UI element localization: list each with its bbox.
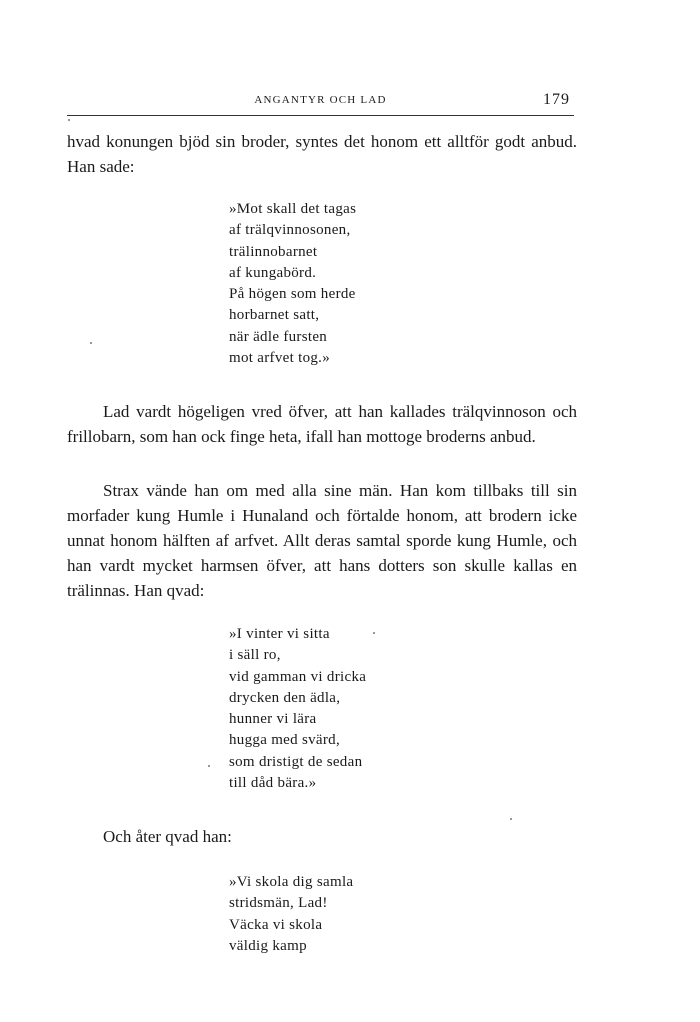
paragraph-1-text: hvad konungen bjöd sin broder, syntes det honom ett alltför godt anbud. Han sade: [67,132,577,176]
print-speck [90,342,92,344]
verse-line: »Mot skall det tagas [229,201,357,217]
print-speck [208,765,210,767]
verse-line: hugga med svärd, [229,732,341,749]
paragraph-2-text: Lad vardt högeligen vred öfver, att han kallades trälqvinnoson och frillobarn, som han ock finge heta, ifall han mottoge broderns anbud. [67,402,577,446]
verse-line: Väcka vi skola [229,916,323,933]
paragraph-2 [67,399,577,449]
verse-2 [229,624,366,794]
verse-1 [229,199,356,369]
paragraph-1 [67,129,577,179]
header-rule [67,115,574,116]
verse-line: hunner vi lära [229,711,317,728]
verse-line: horbarnet satt, [229,307,320,324]
verse-line: vid gamman vi dricka [229,668,367,685]
paragraph-4-text: Och åter qvad han: [103,827,232,846]
running-title: ANGANTYR OCH LAD [254,94,387,106]
print-speck [373,632,375,634]
paragraph-4 [67,824,577,849]
verse-line: mot arfvet tog.» [229,350,331,367]
verse-line: drycken den ädla, [229,689,341,706]
verse-line: i säll ro, [229,647,281,664]
verse-line: På högen som herde [229,286,356,303]
verse-3 [229,872,353,957]
page-number: 179 [543,91,570,108]
verse-line: väldig kamp [229,937,307,954]
print-speck [510,818,512,820]
verse-line: af trälqvinnosonen, [229,222,351,239]
verse-line: när ädle fursten [229,328,328,345]
print-speck [68,119,70,121]
verse-line: stridsmän, Lad! [229,895,328,912]
verse-line: trälinnobarnet [229,243,318,260]
verse-line: till dåd bära.» [229,775,317,792]
paragraph-3 [67,478,577,603]
verse-line: »Vi skola dig samla [229,874,354,890]
running-head [67,92,574,114]
verse-line: som dristigt de sedan [229,753,363,770]
paragraph-3-text: Strax vände han om med alla sine män. Han kom tillbaks till sin morfader kung Humle i Hunaland och förtalde honom, att brodern icke unnat honom hälften af arfvet. Allt deras samtal sporde kung Humle, och han vardt mycket harmsen öfver, att hans dotters son skulle kallas en trälinnas. Han qvad: [67,481,577,600]
verse-line: af kungabörd. [229,264,317,281]
verse-line: »I vinter vi sitta [229,626,330,642]
